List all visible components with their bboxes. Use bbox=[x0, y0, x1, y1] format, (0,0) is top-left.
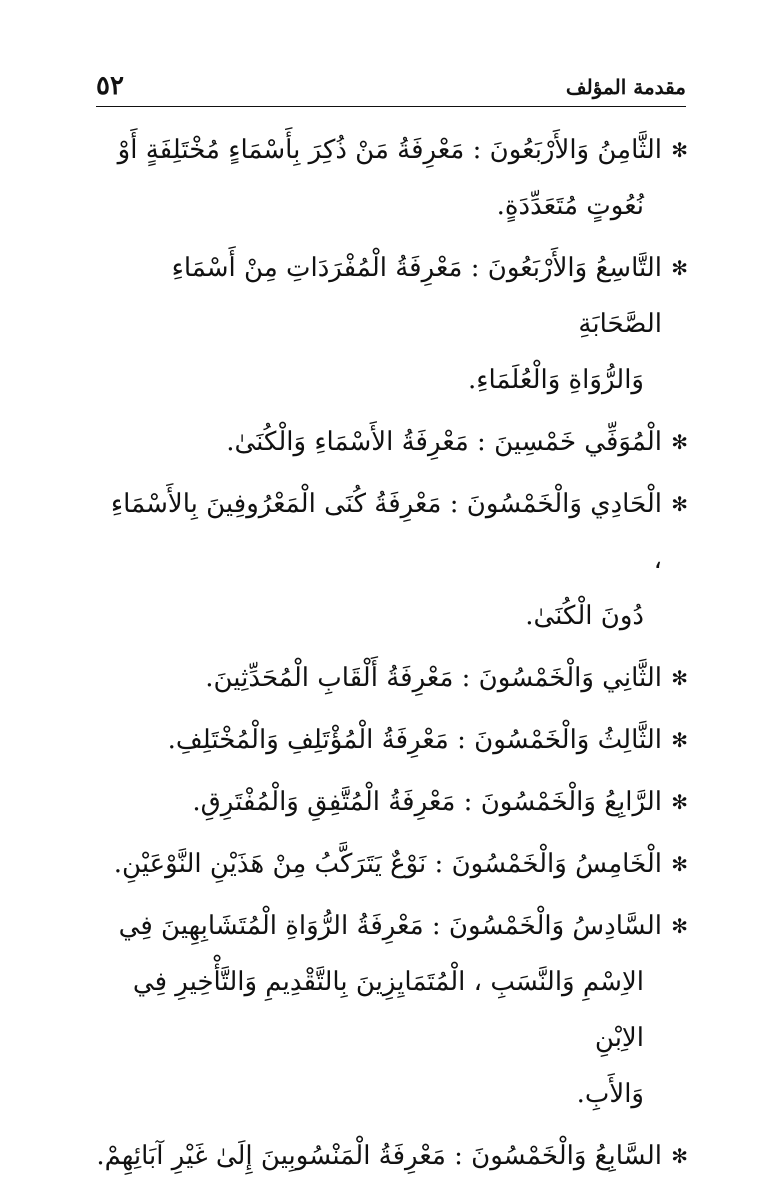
asterisk-bullet-icon: ✻ bbox=[671, 790, 688, 814]
entry-line: السَّابِعُ وَالْخَمْسُونَ : مَعْرِفَةُ الْمَنْسُوبِينَ إِلَىٰ غَيْرِ آبَائِهِمْ. bbox=[96, 1141, 662, 1171]
entry-line: الثَّالِثُ وَالْخَمْسُونَ : مَعْرِفَةُ الْمُؤْتَلِفِ وَالْمُخْتَلِفِ. bbox=[167, 725, 662, 755]
asterisk-bullet-icon: ✻ bbox=[671, 1144, 688, 1168]
list-item bbox=[96, 836, 688, 892]
asterisk-bullet-icon: ✻ bbox=[671, 430, 688, 454]
header-rule bbox=[96, 106, 686, 107]
entry-line: الْحَادِي وَالْخَمْسُونَ : مَعْرِفَةُ كُنَى الْمَعْرُوفِينَ بِالأَسْمَاءِ ، bbox=[110, 489, 662, 575]
list-item bbox=[96, 476, 688, 644]
asterisk-bullet-icon: ✻ bbox=[671, 138, 688, 162]
list-item bbox=[96, 898, 688, 1122]
entry-line-cont: دُونَ الْكُنَىٰ. bbox=[525, 601, 644, 631]
page-header bbox=[96, 62, 686, 102]
entry-line: الثَّانِي وَالْخَمْسُونَ : مَعْرِفَةُ أَلْقَابِ الْمُحَدِّثِينَ. bbox=[205, 663, 662, 693]
entry-line-cont: وَالأَبِ. bbox=[576, 1079, 644, 1109]
entry-line: الثَّامِنُ وَالأَرْبَعُونَ : مَعْرِفَةُ مَنْ ذُكِرَ بِأَسْمَاءٍ مُخْتَلِفَةٍ أَوْ bbox=[117, 135, 662, 165]
entry-line: السَّادِسُ وَالْخَمْسُونَ : مَعْرِفَةُ الرُّوَاةِ الْمُتَشَابِهِينَ فِي bbox=[118, 911, 662, 941]
entry-line-cont: الاِسْمِ وَالنَّسَبِ ، الْمُتَمَايِزِينَ بِالتَّقْدِيمِ وَالتَّأْخِيرِ فِي الاِبْنِ bbox=[132, 967, 644, 1053]
entry-line: الْمُوَفِّي خَمْسِينَ : مَعْرِفَةُ الأَسْمَاءِ وَالْكُنَىٰ. bbox=[226, 427, 662, 457]
list-item bbox=[96, 1128, 688, 1184]
topics-list bbox=[96, 122, 688, 1190]
entry-line-cont: وَالرُّوَاةِ وَالْعُلَمَاءِ. bbox=[467, 365, 644, 395]
asterisk-bullet-icon: ✻ bbox=[671, 914, 688, 938]
asterisk-bullet-icon: ✻ bbox=[671, 492, 688, 516]
list-item bbox=[96, 122, 688, 234]
entry-line: الرَّابِعُ وَالْخَمْسُونَ : مَعْرِفَةُ الْمُتَّفِقِ وَالْمُفْتَرِقِ. bbox=[192, 787, 662, 817]
entry-line-cont: نُعُوتٍ مُتَعَدِّدَةٍ. bbox=[496, 191, 644, 221]
asterisk-bullet-icon: ✻ bbox=[671, 666, 688, 690]
asterisk-bullet-icon: ✻ bbox=[671, 852, 688, 876]
entry-line: الْخَامِسُ وَالْخَمْسُونَ : نَوْعٌ يَتَرَكَّبُ مِنْ هَذَيْنِ النَّوْعَيْنِ. bbox=[113, 849, 662, 879]
list-item bbox=[96, 414, 688, 470]
list-item bbox=[96, 240, 688, 408]
list-item bbox=[96, 774, 688, 830]
page-number: ٥٢ bbox=[96, 71, 124, 101]
asterisk-bullet-icon: ✻ bbox=[671, 256, 688, 280]
running-title: مقدمة المؤلف bbox=[565, 75, 686, 99]
entry-line: التَّاسِعُ وَالأَرْبَعُونَ : مَعْرِفَةُ الْمُفْرَدَاتِ مِنْ أَسْمَاءِ الصَّحَابَةِ bbox=[171, 253, 662, 339]
list-item bbox=[96, 712, 688, 768]
list-item bbox=[96, 650, 688, 706]
asterisk-bullet-icon: ✻ bbox=[671, 728, 688, 752]
